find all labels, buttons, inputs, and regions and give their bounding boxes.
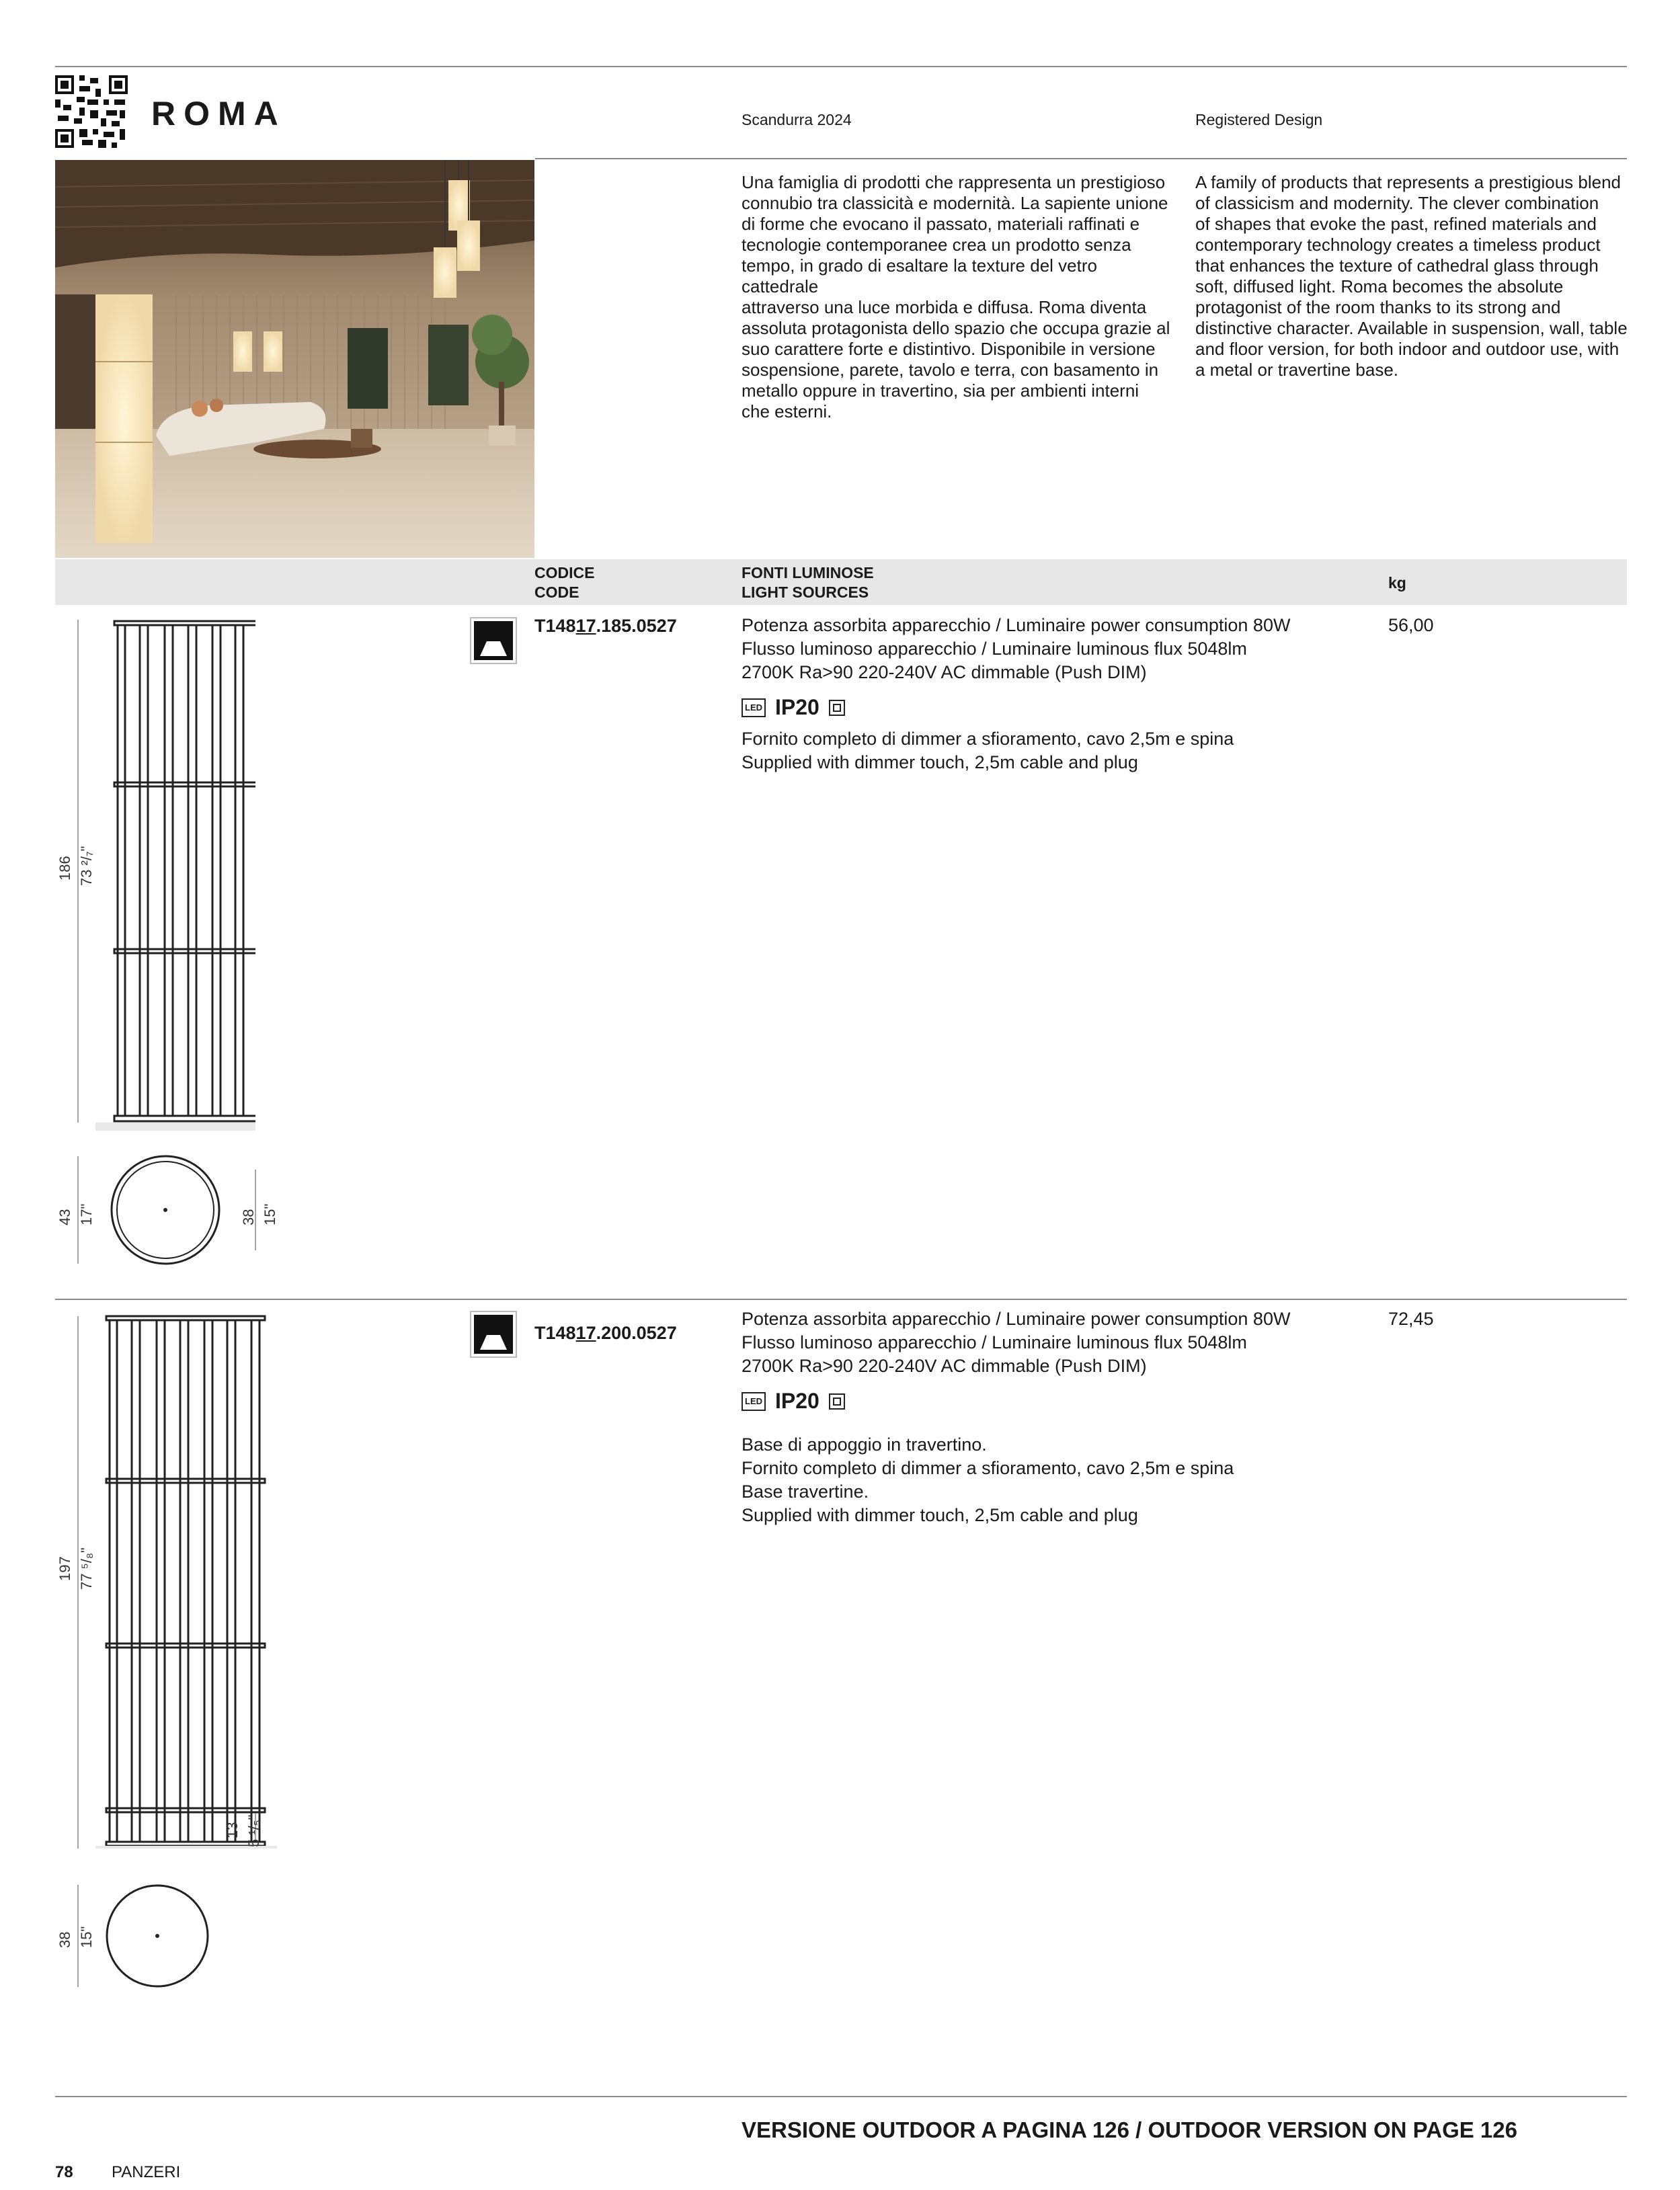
qr-code-icon[interactable] [55, 75, 128, 148]
product-2-weight: 72,45 [1388, 1309, 1434, 1329]
header-rule [535, 158, 1627, 159]
page-title: ROMA [151, 95, 286, 132]
product-1-weight: 56,00 [1388, 615, 1434, 635]
product-1-height-in: 73 ²/₇" [78, 846, 95, 886]
product-1-code: T14817.185.0527 [534, 616, 677, 636]
product-1-diameter-cm: 43 [56, 1209, 73, 1225]
class-ii-icon [829, 700, 845, 716]
description-it: Una famiglia di prodotti che rappresenta un prestigioso connubio tra classicità e modernità. La sapiente unione di forme che evocano il passato, materiali raffinati e tecnologie contemporanee crea un prodotto senza tempo, in grado di esaltare la texture del vetro cattedrale attraverso una luce morbida e diffusa. Roma diventa assoluta protagonista dello spazio che occupa grazie al suo carattere forte e distintivo. Disponibile in versione sospensione, parete, tavolo e terra, con basamento in metallo oppure in travertino, sia per ambienti interni che esterni. [742, 172, 1170, 421]
product-2-diameter-cm: 38 [56, 1931, 73, 1948]
product-2-diameter-in: 15" [78, 1926, 95, 1948]
product-2-badges [742, 1389, 845, 1414]
product-separator [55, 1299, 1627, 1300]
floor-lamp-type-icon [470, 1311, 517, 1358]
weight-header: kg [1388, 574, 1406, 592]
product-2-notes: Base di appoggio in travertino. Fornito completo di dimmer a sfioramento, cavo 2,5m e spina Base travertine. Supplied with dimmer touch, 2,5m cable and plug [742, 1434, 1234, 1525]
product-1-notes: Fornito completo di dimmer a sfioramento, cavo 2,5m e spina Supplied with dimmer touch, 2,5m cable and plug [742, 729, 1234, 772]
class-ii-icon [829, 1393, 845, 1410]
product-2-base-in: 5 ¹/₅" [245, 1814, 262, 1847]
led-icon: LED [742, 698, 766, 717]
footer-rule [55, 2096, 1627, 2097]
ambient-photo [55, 160, 534, 558]
brand-name: PANZERI [112, 2163, 181, 2181]
product-2-height-cm: 197 [56, 1556, 73, 1581]
led-icon: LED [742, 1392, 766, 1411]
code-header: CODICE CODE [534, 564, 595, 601]
ip-rating: IP20 [775, 695, 819, 719]
product-1-inner-in: 15" [262, 1203, 278, 1225]
product-1-height-cm: 186 [56, 856, 73, 881]
page-number: 78 [55, 2163, 73, 2181]
product-2-code: T14817.200.0527 [534, 1323, 677, 1343]
top-rule [55, 66, 1627, 67]
ip-rating: IP20 [775, 1389, 819, 1413]
product-2-height-in: 77 ⁵/₈" [78, 1547, 95, 1590]
product-1-inner-cm: 38 [240, 1209, 257, 1225]
outdoor-version-note: VERSIONE OUTDOOR A PAGINA 126 / OUTDOOR VERSION ON PAGE 126 [742, 2117, 1517, 2142]
product-1-badges [742, 695, 845, 720]
registered-design-label: Registered Design [1195, 111, 1323, 128]
light-sources-header: FONTI LUMINOSE LIGHT SOURCES [742, 564, 874, 601]
product-2-specs: Potenza assorbita apparecchio / Luminaire power consumption 80W Flusso luminoso apparecchio / Luminaire luminous flux 5048lm 2700K Ra>90 220-240V AC dimmable (Push DIM) [742, 1309, 1291, 1376]
product-1-specs: Potenza assorbita apparecchio / Luminaire power consumption 80W Flusso luminoso apparecchio / Luminaire luminous flux 5048lm 2700K Ra>90 220-240V AC dimmable (Push DIM) [742, 615, 1291, 682]
designer-label: Scandurra 2024 [742, 111, 852, 128]
product-2-base-cm: 13 [224, 1822, 241, 1838]
product-1-diameter-in: 17" [78, 1203, 95, 1225]
floor-lamp-type-icon [470, 617, 517, 664]
description-en: A family of products that represents a prestigious blend of classicism and modernity. The clever combination of shapes that evoke the past, refined materials and contemporary technology creates a timeless product that enhances the texture of cathedral glass through soft, diffused light. Roma becomes the absolute protagonist of the room thanks to its strong and distinctive character. Available in suspension, wall, table and floor version, for both indoor and outdoor use, with a metal or travertine base. [1195, 172, 1628, 380]
